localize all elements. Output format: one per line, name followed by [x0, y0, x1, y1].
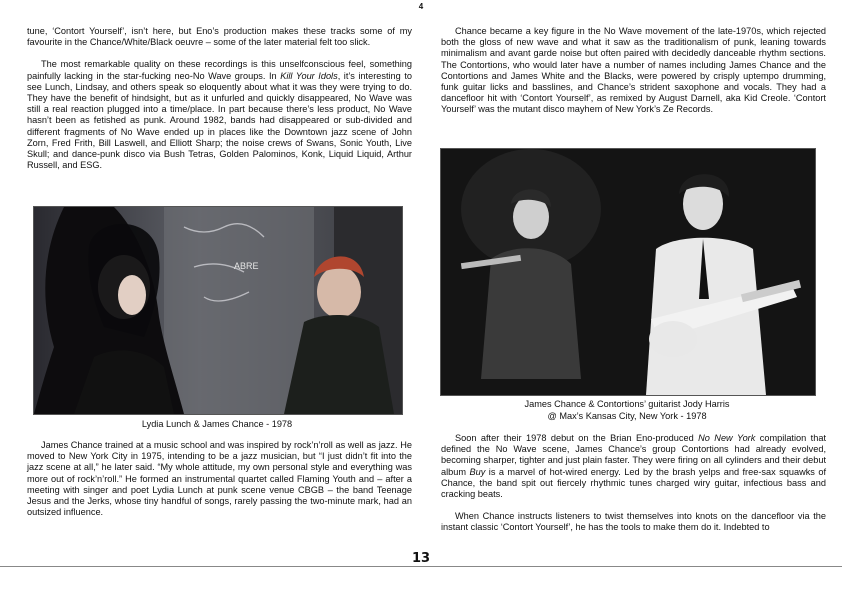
photo-wall-text: ABRE [234, 261, 259, 271]
left-paragraph-3: James Chance trained at a music school and was inspired by rock’n’roll as well as jazz. He moved to New York City in 1975, intending to be a jazz musician, but “I just didn’t fit into the jazz scene at all,” he later said. “My whole attitude, my own personal style and everything was more out of rock’n’roll.” He formed an instrumental quartet called Flaming Youth and – after a meeting with singer and poet Lydia Lunch at punk scene venue CBGB – the band Teenage Jesus and the Jerks, whose tiny handful of songs, rarely passing the two-minute mark, had an outsized influence. [27, 440, 412, 518]
top-page-number: 4 [418, 2, 424, 11]
right-paragraph-3: When Chance instructs listeners to twist themselves into knots on the dancefloor via the instant classic ‘Contort Yourself’, he has the tools to make them do it. Indebted to [441, 511, 826, 533]
right-paragraph-2-part-a: Soon after their 1978 debut on the Brian Eno-produced [455, 433, 699, 443]
album-title-buy: Buy [469, 466, 486, 477]
bottom-divider [0, 566, 842, 567]
left-photo-caption: Lydia Lunch & James Chance - 1978 [141, 419, 293, 429]
right-caption-line-2: @ Max’s Kansas City, New York - 1978 [547, 411, 707, 421]
album-title-no-new-york: No New York [698, 433, 756, 443]
right-column [441, 26, 826, 127]
left-paragraph-1: tune, ‘Contort Yourself’, isn’t here, but Eno’s production makes these tracks some of my favourite in the Chance/White/Black oeuvre – some of the later material felt too slick. [27, 26, 412, 48]
book-title-kill-your-idols: Kill Your Idols [280, 70, 338, 81]
left-paragraph-2-part-b: , it’s interesting to see Lunch, Lindsay, and others speak so eloquently about what it was they were trying to do. They have the benefit of hindsight, but as it unfurled and quickly disappeared, No Wave was still a real reaction plugged into a time/place. In part because there’s less product, No Wave hasn’t been as fetished as punk. Around 1982, bands had disappeared or sub-divided and different fragments of No Wave ended up in places like the Downtown jazz scene of John Zorn, Fred Frith, Bill Laswell, and Elliott Sharp; the noise crews of Swans, Sonic Youth, Live Skull; and dance-punk disco via Bush Tetras, Golden Palominos, Konk, Liquid Liquid, Arthur Russell, and ESG. [27, 70, 412, 171]
photo-lunch-chance-icon [34, 207, 402, 414]
bottom-page-number: 13 [411, 551, 431, 566]
left-column [27, 26, 412, 182]
photo-chance-harris-icon [441, 149, 815, 395]
right-photo-caption [440, 398, 814, 422]
photo-lunch-chance [33, 206, 403, 415]
photo-chance-harris [440, 148, 816, 396]
right-caption-line-1: James Chance & Contortions’ guitarist Jody Harris [524, 399, 730, 409]
right-column-lower [441, 433, 826, 545]
left-column-lower [27, 440, 412, 529]
left-paragraph-2-part-a: The most remarkable quality on these recordings is this unselfconscious feel, something painfully lacking in the star-fucking neo-No Wave groups. In [27, 59, 412, 81]
right-paragraph-2-part-b: compilation that defined the No Wave scene, James Chance’s group Contortions had already evolved, becoming sharper, tighter and just plain faster. They were firing on all cylinders and their debut album [441, 433, 826, 477]
right-paragraph-2-part-c: is a marvel of hot-wired energy. Led by the brash yelps and free-sax squawks of Chance, the band spit out fiercely rhythmic tunes charged wiry guitar, infectious bass and cracking beats. [441, 466, 827, 500]
right-paragraph-1: Chance became a key figure in the No Wave movement of the late-1970s, which rejected both the gloss of new wave and what it saw as the traditionalism of punk, leaning towards minimalism and avant garde noise but often paired with decidedly danceable rhythm sections. The Contortions, who would later have a number of names including James Chance and the Contortions and James White and the Blacks, were powered by crisply uptempo drumming, funk guitar licks and basslines, and Chance’s strident saxophone and vocals. They had a dancefloor hit with ‘Contort Yourself’, as remixed by August Darnell, aka Kid Creole. ‘Contort Yourself’ was the mutant disco mayhem of New York’s Ze Records. [441, 26, 826, 115]
right-paragraph-2 [441, 433, 826, 500]
left-paragraph-2 [27, 59, 412, 171]
